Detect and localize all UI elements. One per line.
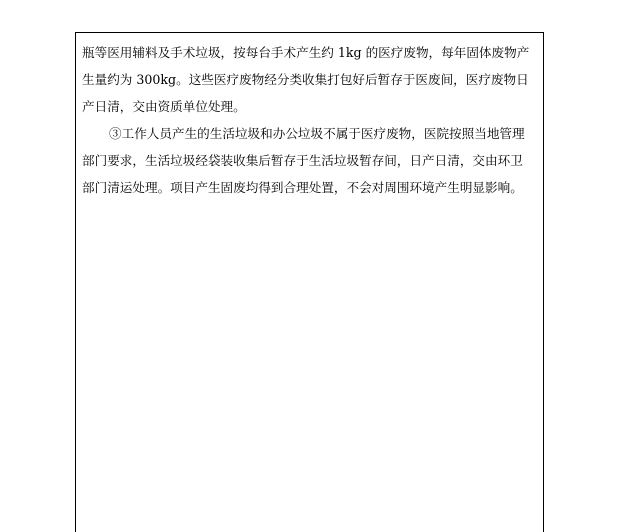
document-body <box>82 39 539 201</box>
text-line: 生量约为 300kg。这些医疗废物经分类收集打包好后暂存于医废间，医疗废物日 <box>82 72 529 87</box>
text-line: ③工作人员产生的生活垃圾和办公垃圾不属于医疗废物，医院按照当地管理 <box>109 126 525 141</box>
table-cell-frame <box>75 32 544 532</box>
text-line: 瓶等医用辅料及手术垃圾，按每台手术产生约 1kg 的医疗废物，每年固体废物产 <box>82 45 530 60</box>
paragraph-domestic-waste <box>82 120 539 201</box>
text-line: 部门清运处理。项目产生固废均得到合理处置，不会对周围环境产生明显影响。 <box>82 180 523 195</box>
text-line: 部门要求，生活垃圾经袋装收集后暂存于生活垃圾暂存间，日产日清，交由环卫 <box>82 153 523 168</box>
paragraph-medical-waste <box>82 39 539 120</box>
text-line: 产日清，交由资质单位处理。 <box>82 99 246 114</box>
